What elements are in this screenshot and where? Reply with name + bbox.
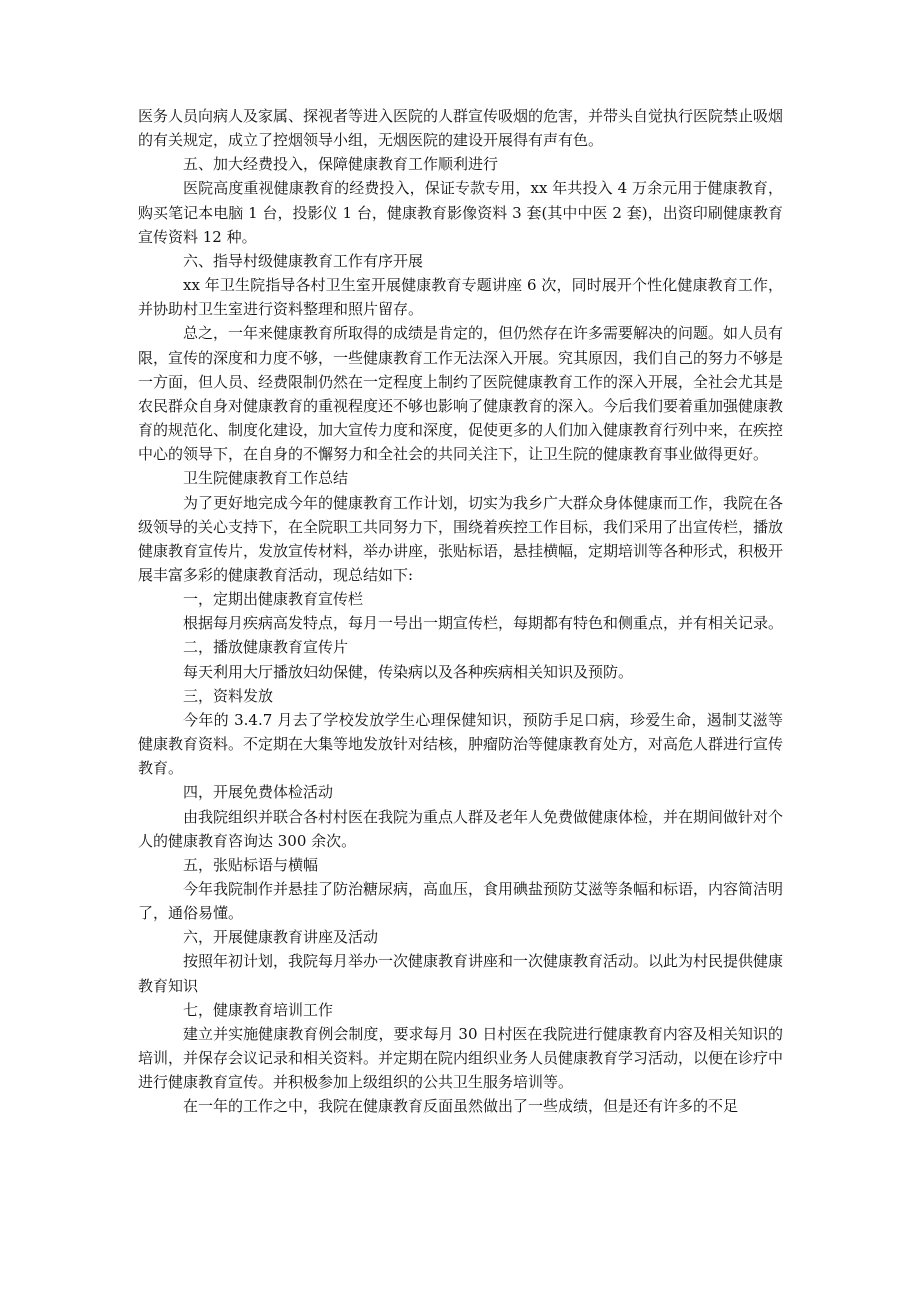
document-page — [138, 104, 783, 1119]
section-heading-3: 三，资料发放 — [183, 686, 274, 705]
paragraph-bulletin: 根据每月疾病高发特点，每月一号出一期宣传栏，每期都有特色和侧重点，并有相关记录。 — [183, 614, 784, 633]
paragraph-materials: 今年的 3.4.7 月去了学校发放学生心理保健知识，预防手足口病，珍爱生命，遏制艾滋等健康教育资料。不定期在大集等地发放针对结核，肿瘤防治等健康教育处方，对高危人群进行宣传教育。 — [138, 710, 784, 778]
section-heading-7: 七，健康教育培训工作 — [183, 1000, 334, 1019]
document-title: 卫生院健康教育工作总结 — [183, 469, 349, 488]
paragraph-conclusion: 总之，一年来健康教育所取得的成绩是肯定的，但仍然存在许多需要解决的问题。如人员有限，宣传的深度和力度不够，一些健康教育工作无法深入开展。究其原因，我们自己的努力不够是一方面，但人员、经费限制仍然在一定程度上制约了医院健康教育工作的深入开展，全社会尤其是农民群众自身对健康教育的重视程度还不够也影响了健康教育的深入。今后我们要着重加强健康教育的规范化、制度化建设，加大宣传力度和深度，促使更多的人们加入健康教育行列中来，在疾控中心的领导下，在自身的不懈努力和全社会的共同关注下，让卫生院的健康教育事业做得更好。 — [138, 324, 784, 464]
paragraph-closing: 在一年的工作之中，我院在健康教育反面虽然做出了一些成绩，但是还有许多的不足 — [183, 1097, 739, 1116]
paragraph-continuation: 医务人员向病人及家属、探视者等进入医院的人群宣传吸烟的危害，并带头自觉执行医院禁止吸烟的有关规定，成立了控烟领导小组，无烟医院的建设开展得有声有色。 — [138, 107, 784, 150]
paragraph-training: 建立并实施健康教育例会制度，要求每月 30 日村医在我院进行健康教育内容及相关知识的培训，并保存会议记录和相关资料。并定期在院内组织业务人员健康教育学习活动，以便在诊疗中进行健康教育宣传。并积极参加上级组织的公共卫生服务培训等。 — [138, 1024, 784, 1092]
paragraph-village-guidance: xx 年卫生院指导各村卫生室开展健康教育专题讲座 6 次，同时展开个性化健康教育工作，并协助村卫生室进行资料整理和照片留存。 — [138, 276, 783, 319]
paragraph-funding: 医院高度重视健康教育的经费投入，保证专款专用，xx 年共投入 4 万余元用于健康教育，购买笔记本电脑 1 台，投影仪 1 台，健康教育影像资料 3 套(其中中医 2 套)，出资印刷健康教育宣传资料 12 种。 — [138, 179, 783, 246]
paragraph-video: 每天利用大厅播放妇幼保健，传染病以及各种疾病相关知识及预防。 — [183, 662, 634, 681]
section-heading-4: 四，开展免费体检活动 — [183, 783, 334, 802]
paragraph-banners: 今年我院制作并悬挂了防治糖尿病，高血压，食用碘盐预防艾滋等条幅和标语，内容简洁明了，通俗易懂。 — [138, 880, 784, 923]
paragraph-intro: 为了更好地完成今年的健康教育工作计划，切实为我乡广大群众身体健康而工作，我院在各级领导的关心支持下，在全院职工共同努力下，围绕着疾控工作目标，我们采用了出宣传栏，播放健康教育宣传片，发放宣传材料，举办讲座，张贴标语，悬挂横幅，定期培训等各种形式，积极开展丰富多彩的健康教育活动，现总结如下: — [138, 493, 784, 584]
section-heading-1: 一，定期出健康教育宣传栏 — [183, 590, 364, 609]
section-heading-5b: 五，张贴标语与横幅 — [183, 855, 319, 874]
paragraph-checkup: 由我院组织并联合各村村医在我院为重点人群及老年人免费做健康体检，并在期间做针对个人的健康教育咨询达 300 余次。 — [138, 807, 784, 850]
section-heading-2: 二，播放健康教育宣传片 — [183, 638, 349, 657]
section-heading-6: 六、指导村级健康教育工作有序开展 — [183, 251, 424, 270]
section-heading-5: 五、加大经费投入，保障健康教育工作顺利进行 — [183, 155, 499, 174]
section-heading-6b: 六，开展健康教育讲座及活动 — [183, 928, 379, 947]
paragraph-lectures: 按照年初计划，我院每月举办一次健康教育讲座和一次健康教育活动。以此为村民提供健康教育知识 — [138, 952, 784, 995]
